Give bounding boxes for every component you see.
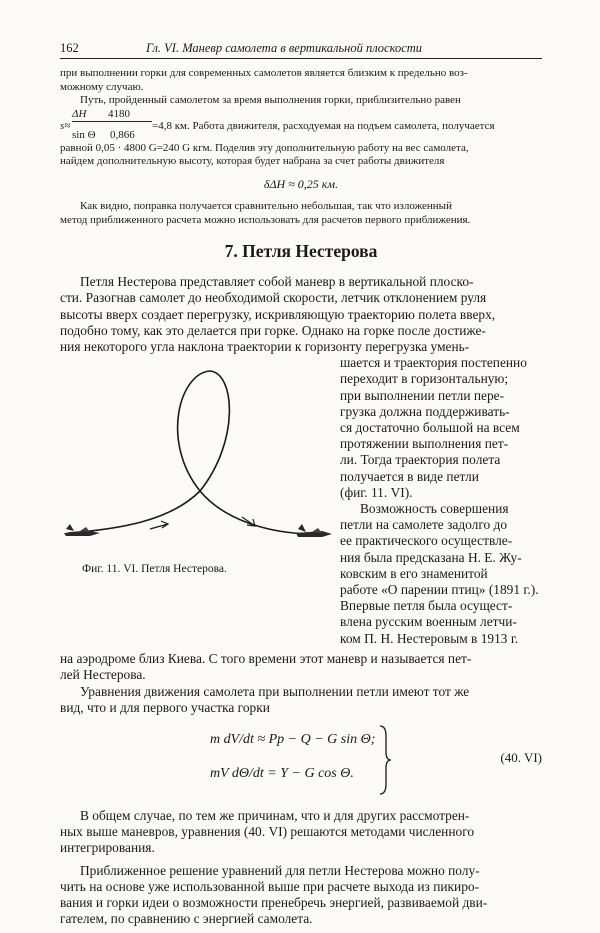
fraction-formula bbox=[60, 108, 542, 148]
text-line: (фиг. 11. VI). bbox=[340, 484, 413, 500]
frac-denominator: sin Θ bbox=[72, 128, 96, 141]
text-line: на аэродроме близ Киева. С того времени этот маневр и называется пет- bbox=[60, 651, 472, 667]
frac-prefix: s≈ bbox=[60, 119, 71, 132]
text-line: высоты вверх создает перегрузку, искривляющую траекторию полета вверх, bbox=[60, 306, 496, 322]
text-line: ком П. Н. Нестеровым в 1913 г. bbox=[340, 630, 519, 646]
conclusion-line: Как видно, поправка получается сравнительно небольшая, так что изложенный bbox=[80, 199, 452, 212]
display-formula: δΔH ≈ 0,25 км. bbox=[263, 176, 339, 191]
intro-line: равной 0,05 · 4800 G=240 G кгм. Поделив эту дополнительную работу на вес самолета, bbox=[60, 141, 469, 154]
right-brace-icon bbox=[378, 724, 392, 796]
paragraph-after-figure bbox=[60, 651, 542, 716]
frac-result: =4,8 км. Работа движителя, расходуемая на подъем самолета, получается bbox=[152, 119, 495, 132]
text-line: шается и траектория постепенно bbox=[340, 355, 527, 371]
text-line: Впервые петля была осущест- bbox=[340, 598, 513, 614]
text-line: ковским в его знаменитой bbox=[340, 565, 488, 581]
airplane-right-icon bbox=[296, 524, 332, 537]
frac-denominator-value: 0,866 bbox=[110, 128, 135, 141]
page bbox=[60, 40, 542, 927]
text-line: получается в виде петли bbox=[340, 468, 479, 484]
wrapped-column bbox=[340, 355, 542, 647]
text-line: Петля Нестерова представляет собой маневр в вертикальной плоско- bbox=[80, 274, 474, 290]
running-header bbox=[60, 40, 542, 59]
intro-line: можному случаю. bbox=[60, 80, 144, 93]
paragraph-last bbox=[60, 863, 542, 928]
paragraph-general bbox=[60, 808, 542, 857]
intro-line: при выполнении горки для современных самолетов является близким к предельно воз- bbox=[60, 67, 468, 79]
text-line: ли. Тогда траектория полета bbox=[340, 452, 501, 468]
text-line: ния была предсказана Н. Е. Жу- bbox=[340, 549, 522, 565]
equation-number: (40. VI) bbox=[500, 749, 542, 765]
text-line: ния некоторого угла наклона траектории к горизонту перегрузка умень- bbox=[60, 338, 470, 354]
text-line: работе «О парении птиц» (1891 г.). bbox=[340, 582, 539, 598]
text-line: В общем случае, по тем же причинам, что и для других рассмотрен- bbox=[80, 807, 470, 823]
running-title: Гл. VI. Маневр самолета в вертикальной плоскости bbox=[146, 41, 423, 55]
figure-block bbox=[60, 355, 542, 646]
text-line: вид, что и для первого участка горки bbox=[60, 699, 270, 715]
conclusion-line: метод приближенного расчета можно использовать для расчетов первого приближения. bbox=[60, 213, 471, 226]
text-line: лей Нестерова. bbox=[60, 667, 146, 683]
text-line: петли на самолете задолго до bbox=[340, 517, 508, 533]
text-line: Возможность совершения bbox=[360, 501, 509, 516]
text-line: ее практического осуществле- bbox=[340, 533, 513, 549]
text-line: интегрирования. bbox=[60, 840, 155, 856]
page-number: 162 bbox=[60, 41, 79, 55]
text-line: грузка должна поддерживать- bbox=[340, 403, 510, 419]
text-line: протяжении выполнения пет- bbox=[340, 436, 509, 452]
text-line: гателем, по сравнению с энергией самолета. bbox=[60, 911, 313, 927]
text-line: ных выше маневров, уравнения (40. VI) решаются методами численного bbox=[60, 824, 475, 840]
text-line: чить на основе уже использованной выше при расчете выхода из пикиро- bbox=[60, 878, 480, 894]
paragraph-intro bbox=[60, 274, 542, 355]
loop-trajectory bbox=[68, 371, 310, 534]
text-line: сти. Разогнав самолет до необходимой скорости, летчик отклонением руля bbox=[60, 290, 487, 306]
text-line: Уравнения движения самолета при выполнении петли имеют тот же bbox=[80, 683, 470, 699]
intro-line: найдем дополнительную высоту, которая будет набрана за счет работы движителя bbox=[60, 155, 445, 168]
text-line: Приближенное решение уравнений для петли Нестерова можно полу- bbox=[80, 862, 480, 878]
text-line: переходит в горизонтальную; bbox=[340, 371, 509, 387]
conclusion-block bbox=[60, 200, 542, 227]
text-line: подобно тому, как это делается при горке. Однако на горке после достиже- bbox=[60, 322, 486, 338]
section-title: 7. Петля Нестерова bbox=[224, 241, 378, 262]
frac-numerator-value: 4180 bbox=[108, 107, 130, 120]
figure-caption: Фиг. 11. VI. Петля Нестерова. bbox=[82, 563, 227, 576]
intro-line: Путь, пройденный самолетом за время выполнения горки, приблизительно равен bbox=[80, 94, 461, 107]
equation-angle: mV dΘ/dt = Y − G cos Θ. bbox=[210, 765, 354, 781]
intro-block bbox=[60, 67, 542, 108]
arrow-icon bbox=[150, 521, 168, 529]
text-line: вания и горки идеи о возможности пренебречь энергией, развиваемой дви- bbox=[60, 895, 488, 910]
frac-bar bbox=[72, 121, 152, 122]
frac-numerator: ΔH bbox=[72, 107, 87, 120]
nesterov-loop-figure bbox=[60, 361, 335, 561]
text-line: при выполнении петли пере- bbox=[340, 387, 505, 403]
text-line: влена русским военным летчи- bbox=[340, 614, 517, 630]
equation-velocity: m dV/dt ≈ Pp − Q − G sin Θ; bbox=[210, 731, 376, 747]
text-line: ся достаточно большой на всем bbox=[340, 419, 520, 435]
equation-system bbox=[60, 722, 542, 798]
